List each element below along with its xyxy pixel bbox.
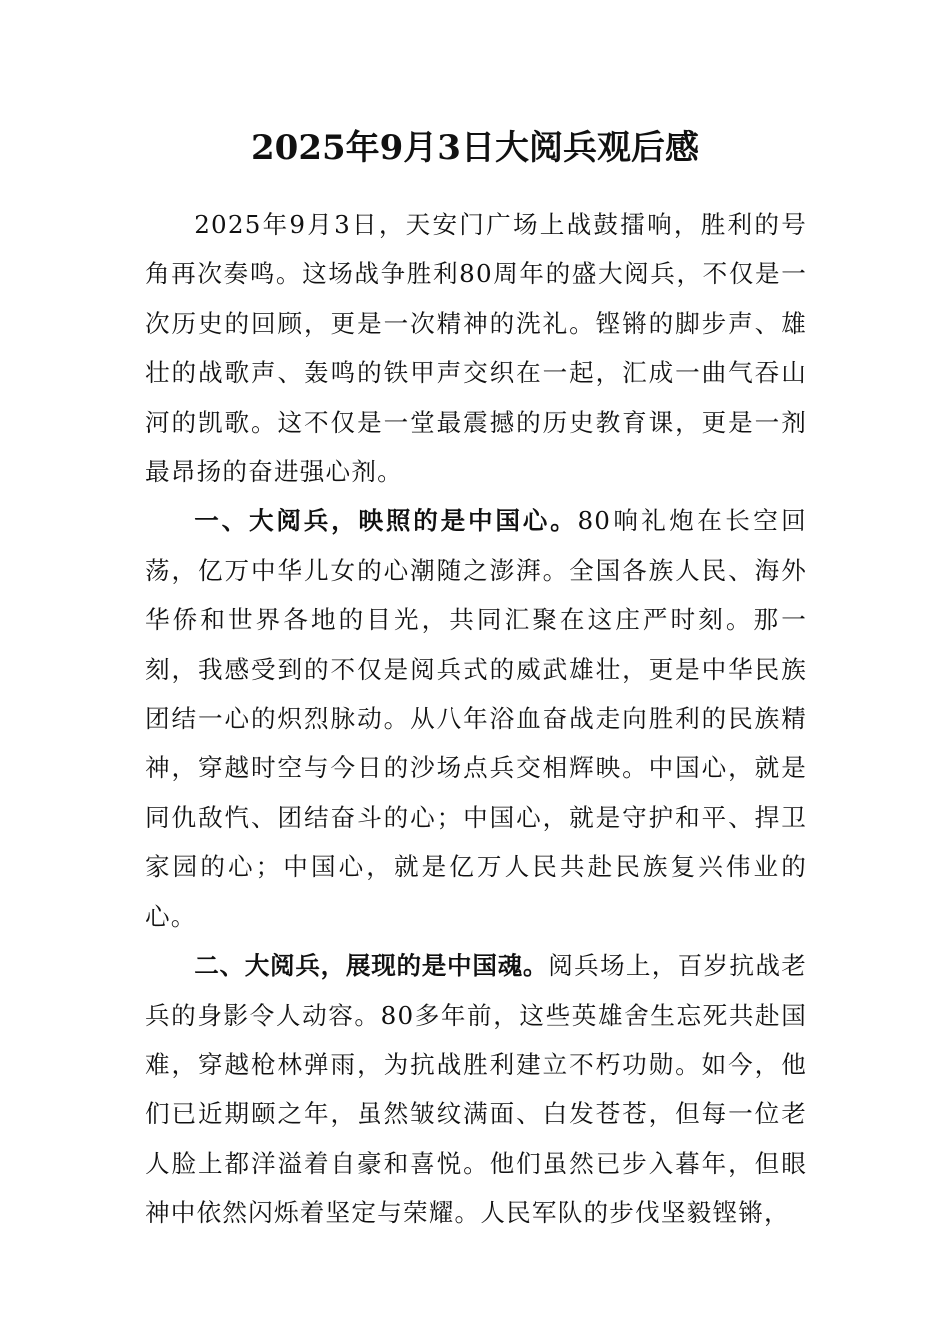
section-heading: 二、大阅兵，展现的是中国魂。 [194,951,549,981]
paragraph-text: 阅兵场上，百岁抗战老兵的身影令人动容。80多年前，这些英雄舍生忘死共赴国难，穿越枪林弹雨，为抗战胜利建立不朽功勋。如今，他们已近期颐之年，虽然皱纹满面、白发苍苍，但每一位老人脸上都洋溢着自豪和喜悦。他们虽然已步入暮年，但眼神中依然闪烁着坚定与荣耀。人民军队的步伐坚毅铿锵， [145,951,807,1228]
paragraph-section-two [145,941,807,1237]
paragraph-text: 80响礼炮在长空回荡，亿万中华儿女的心潮随之澎湃。全国各族人民、海外华侨和世界各地的目光，共同汇聚在这庄严时刻。那一刻，我感受到的不仅是阅兵式的威武雄壮，更是中华民族团结一心的炽烈脉动。从八年浴血奋战走向胜利的民族精神，穿越时空与今日的沙场点兵交相辉映。中国心，就是同仇敌忾、团结奋斗的心；中国心，就是守护和平、捍卫家园的心；中国心，就是亿万人民共赴民族复兴伟业的心。 [145,506,807,931]
paragraph-section-one [145,496,807,941]
paragraph-text: 2025年9月3日，天安门广场上战鼓擂响，胜利的号角再次奏鸣。这场战争胜利80周年的盛大阅兵，不仅是一次历史的回顾，更是一次精神的洗礼。铿锵的脚步声、雄壮的战歌声、轰鸣的铁甲声交织在一起，汇成一曲气吞山河的凯歌。这不仅是一堂最震撼的历史教育课，更是一剂最昂扬的奋进强心剂。 [145,210,807,487]
document-body [145,200,807,1238]
section-heading: 一、大阅兵，映照的是中国心。 [194,506,578,536]
paragraph-intro [145,200,807,496]
document-title: 2025年9月3日大阅兵观后感 [251,128,699,168]
